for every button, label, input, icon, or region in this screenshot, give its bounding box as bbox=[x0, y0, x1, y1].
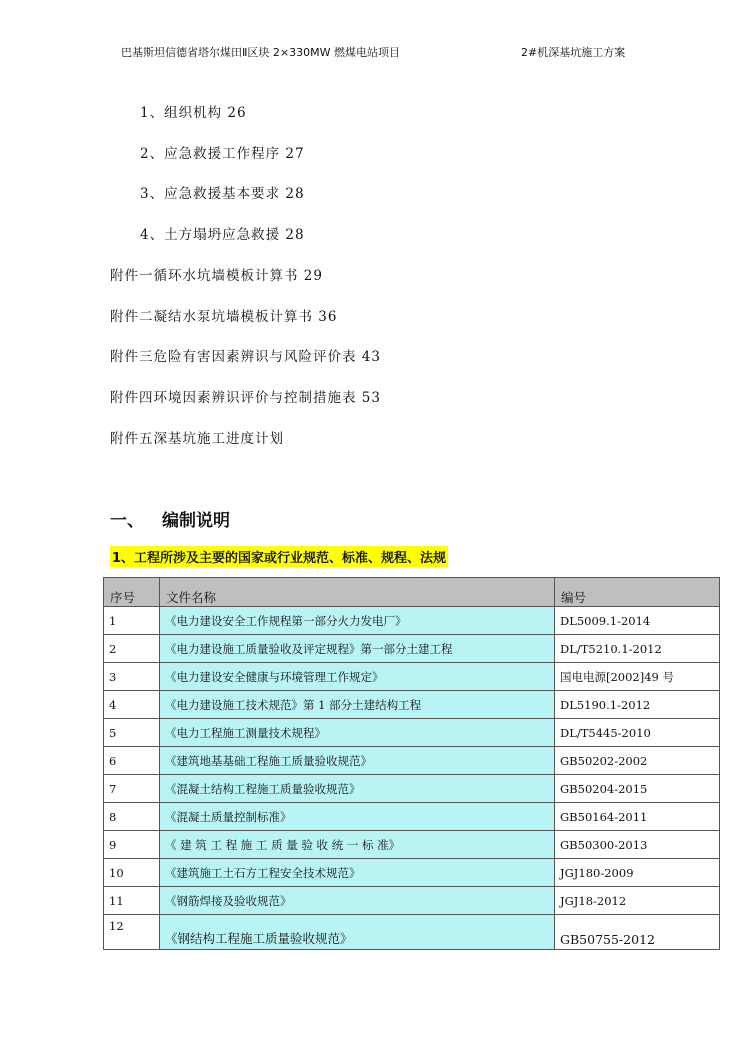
table-row bbox=[104, 831, 720, 859]
subsection-heading: 1、工程所涉及主要的国家或行业规范、标准、规程、法规 bbox=[110, 546, 448, 567]
row-document-name: 《电力工程施工测量技术规程》 bbox=[160, 719, 555, 747]
toc-item: 3、应急救援基本要求 28 bbox=[140, 186, 305, 202]
row-code: GB50204-2015 bbox=[555, 775, 720, 803]
toc-item: 附件一循环水坑墙模板计算书 29 bbox=[110, 268, 323, 284]
row-number: 8 bbox=[104, 803, 160, 831]
row-number: 2 bbox=[104, 635, 160, 663]
table-header-row bbox=[104, 578, 720, 607]
row-code: JGJ18-2012 bbox=[555, 887, 720, 915]
row-document-name: 《电力建设安全工作规程第一部分火力发电厂》 bbox=[160, 607, 555, 635]
section-title: 编制说明 bbox=[162, 511, 230, 531]
toc-item: 附件二凝结水泵坑墙模板计算书 36 bbox=[110, 309, 338, 325]
section-number: 一、 bbox=[110, 511, 144, 531]
row-code: DL/T5445-2010 bbox=[555, 719, 720, 747]
row-document-name: 《电力建设施工技术规范》第 1 部分土建结构工程 bbox=[160, 691, 555, 719]
header-project: 巴基斯坦信德省塔尔煤田Ⅱ区块 2×330MW 燃煤电站项目 bbox=[121, 46, 400, 59]
column-header-number: 序号 bbox=[104, 578, 160, 607]
standards-table bbox=[103, 577, 720, 950]
column-header-name: 文件名称 bbox=[160, 578, 555, 607]
row-code: GB50202-2002 bbox=[555, 747, 720, 775]
row-code: 国电电源[2002]49 号 bbox=[555, 663, 720, 691]
row-code: JGJ180-2009 bbox=[555, 859, 720, 887]
row-number: 12 bbox=[104, 915, 160, 950]
row-number: 5 bbox=[104, 719, 160, 747]
toc-item: 1、组织机构 26 bbox=[140, 105, 247, 121]
row-document-name: 《混凝土质量控制标准》 bbox=[160, 803, 555, 831]
page-header bbox=[0, 0, 744, 60]
row-number: 4 bbox=[104, 691, 160, 719]
column-header-code: 编号 bbox=[555, 578, 720, 607]
table-row bbox=[104, 747, 720, 775]
toc-item: 附件五深基坑施工进度计划 bbox=[110, 431, 284, 447]
row-code: GB50164-2011 bbox=[555, 803, 720, 831]
row-code: GB50300-2013 bbox=[555, 831, 720, 859]
row-code: GB50755-2012 bbox=[555, 915, 720, 950]
row-number: 9 bbox=[104, 831, 160, 859]
section-heading bbox=[110, 506, 230, 531]
row-document-name: 《电力建设施工质量验收及评定规程》第一部分土建工程 bbox=[160, 635, 555, 663]
table-row bbox=[104, 859, 720, 887]
row-document-name: 《混凝土结构工程施工质量验收规范》 bbox=[160, 775, 555, 803]
row-document-name: 《钢结构工程施工质量验收规范》 bbox=[160, 915, 555, 950]
row-code: DL5009.1-2014 bbox=[555, 607, 720, 635]
row-number: 7 bbox=[104, 775, 160, 803]
toc-item: 4、土方塌坍应急救援 28 bbox=[140, 227, 305, 243]
row-number: 11 bbox=[104, 887, 160, 915]
row-document-name: 《 建 筑 工 程 施 工 质 量 验 收 统 一 标 准》 bbox=[160, 831, 555, 859]
row-document-name: 《建筑施工土石方工程安全技术规范》 bbox=[160, 859, 555, 887]
row-document-name: 《电力建设安全健康与环境管理工作规定》 bbox=[160, 663, 555, 691]
row-number: 3 bbox=[104, 663, 160, 691]
row-number: 1 bbox=[104, 607, 160, 635]
table-row bbox=[104, 691, 720, 719]
table-row bbox=[104, 775, 720, 803]
row-document-name: 《钢筋焊接及验收规范》 bbox=[160, 887, 555, 915]
row-document-name: 《建筑地基基础工程施工质量验收规范》 bbox=[160, 747, 555, 775]
header-doc-title: 2#机深基坑施工方案 bbox=[521, 46, 626, 59]
toc-item: 附件四环境因素辨识评价与控制措施表 53 bbox=[110, 390, 381, 406]
row-number: 10 bbox=[104, 859, 160, 887]
row-number: 6 bbox=[104, 747, 160, 775]
table-row bbox=[104, 803, 720, 831]
row-code: DL5190.1-2012 bbox=[555, 691, 720, 719]
table-row bbox=[104, 663, 720, 691]
toc-item: 附件三危险有害因素辨识与风险评价表 43 bbox=[110, 349, 381, 365]
table-row bbox=[104, 915, 720, 950]
table-row bbox=[104, 635, 720, 663]
toc-item: 2、应急救援工作程序 27 bbox=[140, 146, 305, 162]
table-row bbox=[104, 887, 720, 915]
table-row bbox=[104, 719, 720, 747]
table-row bbox=[104, 607, 720, 635]
row-code: DL/T5210.1-2012 bbox=[555, 635, 720, 663]
